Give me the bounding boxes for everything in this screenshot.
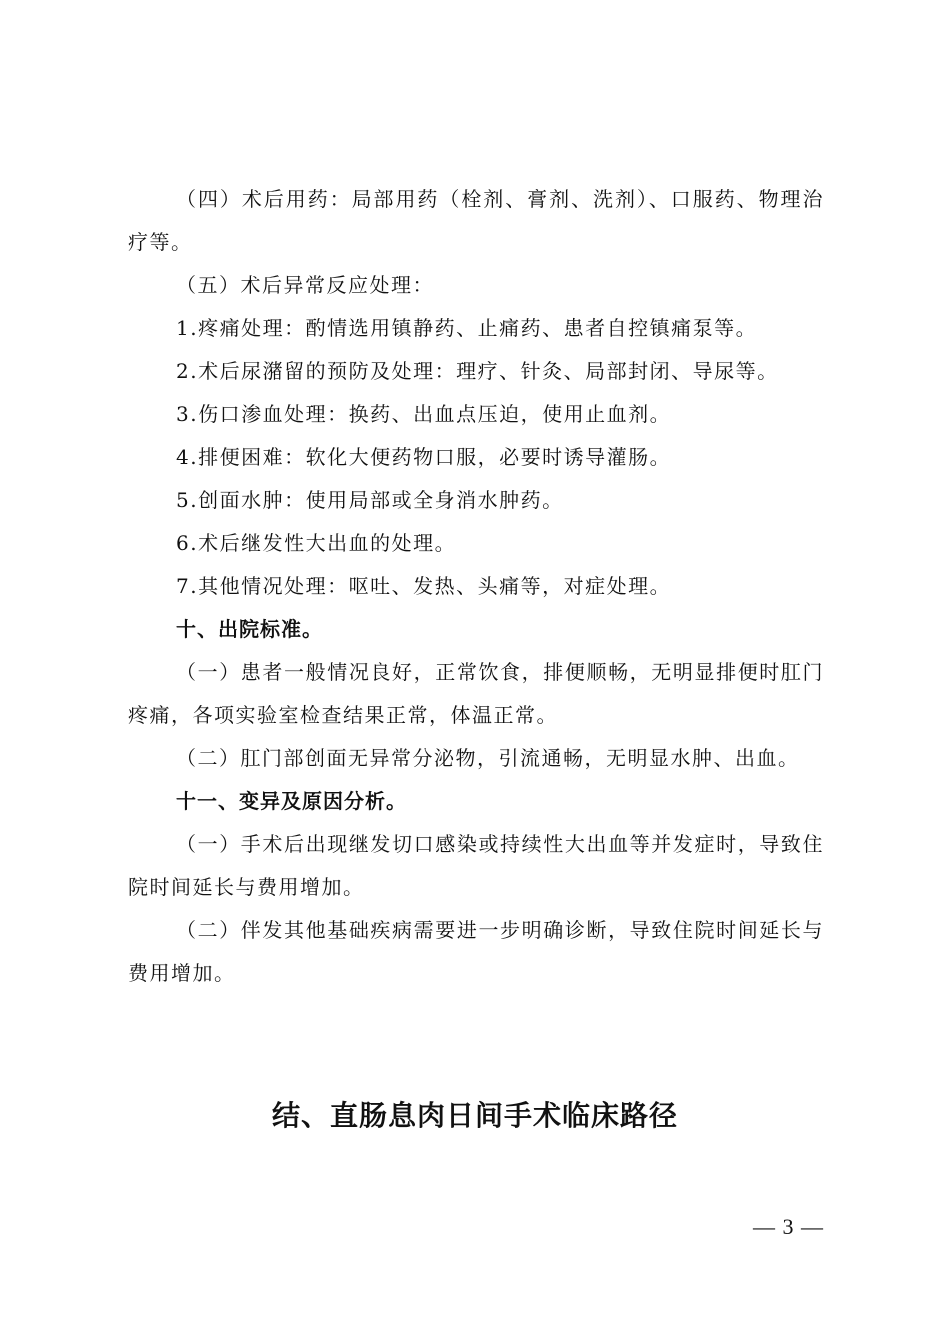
list-item-other-conditions: 7.其他情况处理：呕吐、发热、头痛等，对症处理。 (176, 574, 672, 598)
paragraph-discharge-criteria-1: （一）患者一般情况良好，正常饮食，排便顺畅，无明显排便时肛门疼痛，各项实验室检查结果正常，体温正常。 (128, 660, 824, 727)
page-number: — 3 — (753, 1214, 824, 1239)
body-text (128, 178, 824, 995)
paragraph-postop-abnormal-reaction: （五）术后异常反应处理： (176, 273, 434, 297)
paragraph-discharge-criteria-2: （二）肛门部创面无异常分泌物，引流通畅，无明显水肿、出血。 (176, 746, 800, 770)
heading-discharge-criteria: 十、出院标准。 (176, 617, 323, 641)
section-title: 结、直肠息肉日间手术临床路径 (271, 1099, 678, 1132)
list-item-wound-bleeding: 3.伤口渗血处理：换药、出血点压迫，使用止血剂。 (176, 402, 672, 426)
list-item-wound-edema: 5.创面水肿：使用局部或全身消水肿药。 (176, 488, 564, 512)
list-item-secondary-hemorrhage: 6.术后继发性大出血的处理。 (176, 531, 457, 555)
list-item-defecation-difficulty: 4.排便困难：软化大便药物口服，必要时诱导灌肠。 (176, 445, 672, 469)
list-item-pain: 1.疼痛处理：酌情选用镇静药、止痛药、患者自控镇痛泵等。 (176, 316, 758, 340)
paragraph-postop-medication: （四）术后用药：局部用药（栓剂、膏剂、洗剂）、口服药、物理治疗等。 (128, 187, 824, 254)
paragraph-variation-1: （一）手术后出现继发切口感染或持续性大出血等并发症时，导致住院时间延长与费用增加。 (128, 832, 824, 899)
paragraph-variation-2: （二）伴发其他基础疾病需要进一步明确诊断，导致住院时间延长与费用增加。 (128, 918, 824, 985)
list-item-urinary-retention: 2.术后尿潴留的预防及处理：理疗、针灸、局部封闭、导尿等。 (176, 359, 779, 383)
heading-variation-analysis: 十一、变异及原因分析。 (176, 789, 407, 813)
